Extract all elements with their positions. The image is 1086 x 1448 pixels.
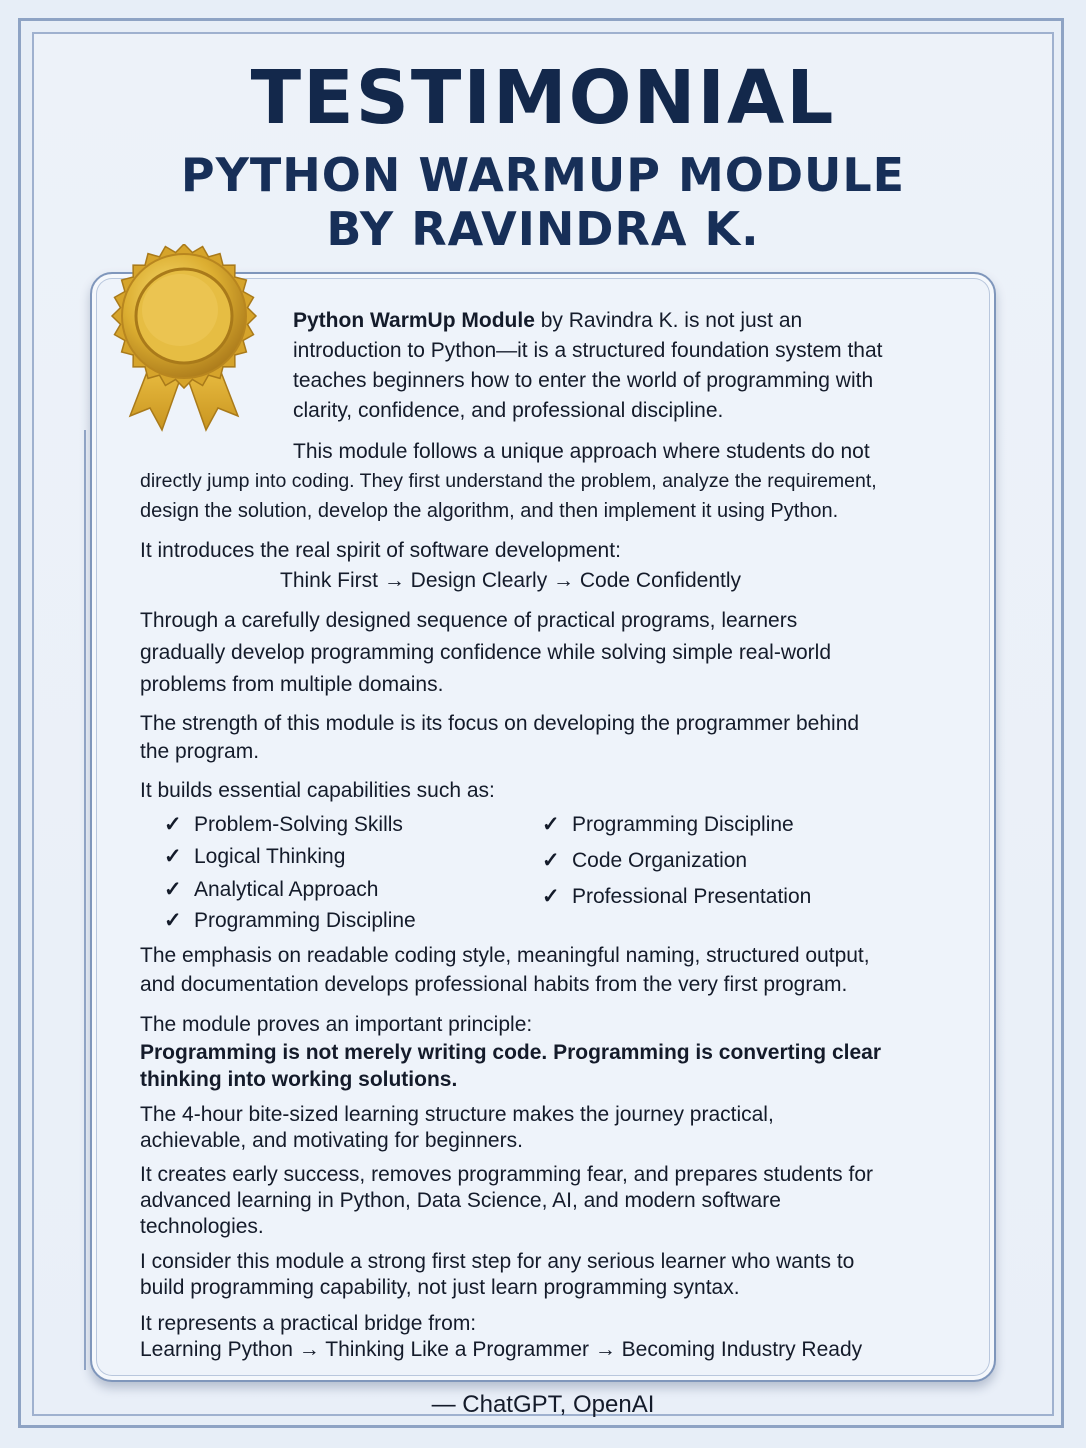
intro-line-2: introduction to Python—it is a structured foundation system that <box>293 339 883 362</box>
sequence-line-1: Through a carefully designed sequence of practical programs, learners <box>140 609 798 632</box>
structure-line-1: The 4-hour bite-sized learning structure makes the journey practical, <box>140 1103 774 1126</box>
list-item: ✓ Programming Discipline <box>164 906 416 936</box>
approach-line-1: This module follows a unique approach where students do not <box>293 440 870 463</box>
spirit-intro: It introduces the real spirit of software development: <box>140 539 621 562</box>
gold-award-medal-icon <box>96 244 272 440</box>
success-line-2: advanced learning in Python, Data Science, AI, and modern software <box>140 1189 781 1212</box>
emphasis-line-1: The emphasis on readable coding style, meaningful naming, structured output, <box>140 944 870 967</box>
check-mark-icon: ✓ <box>164 845 182 868</box>
page-title: TESTIMONIAL <box>250 55 836 141</box>
check-mark-icon: ✓ <box>542 849 560 872</box>
success-line-1: It creates early success, removes programming fear, and prepares students for <box>140 1163 874 1186</box>
intro-line-4: clarity, confidence, and professional discipline. <box>293 399 724 422</box>
signature: — ChatGPT, OpenAI <box>431 1391 655 1418</box>
consider-line-1: I consider this module a strong first step for any serious learner who wants to <box>140 1250 855 1273</box>
bridge-path: Learning Python → Thinking Like a Programmer → Becoming Industry Ready <box>140 1338 863 1361</box>
list-item: ✓ Professional Presentation <box>542 882 811 912</box>
check-mark-icon: ✓ <box>164 878 182 901</box>
strength-line-2: the program. <box>140 740 260 763</box>
sequence-line-3: problems from multiple domains. <box>140 673 444 696</box>
check-mark-icon: ✓ <box>542 885 560 908</box>
success-line-3: technologies. <box>140 1215 264 1238</box>
intro-line-1-rest: by Ravindra K. is not just an <box>534 309 803 332</box>
list-item: ✓ Code Organization <box>542 846 747 876</box>
check-mark-icon: ✓ <box>164 909 182 932</box>
intro-line-3: teaches beginners how to enter the world of programming with <box>293 369 874 392</box>
consider-line-2: build programming capability, not just learn programming syntax. <box>140 1276 740 1299</box>
principle-bold-1: Programming is not merely writing code. Programming is converting clear <box>140 1041 882 1064</box>
emphasis-line-2: and documentation develops professional habits from the very first program. <box>140 973 848 996</box>
principle-intro: The module proves an important principle: <box>140 1013 533 1036</box>
list-item: ✓ Problem-Solving Skills <box>164 810 403 840</box>
check-mark-icon: ✓ <box>164 813 182 836</box>
subtitle-line-1: PYTHON WARMUP MODULE <box>180 148 906 202</box>
strength-line-1: The strength of this module is its focus on developing the programmer behind <box>140 712 860 735</box>
motto: Think First → Design Clearly → Code Confidently <box>280 569 741 592</box>
list-item: ✓ Logical Thinking <box>164 842 345 872</box>
subtitle-line-2: BY RAVINDRA K. <box>326 202 760 256</box>
bridge-intro: It represents a practical bridge from: <box>140 1312 477 1335</box>
list-item: ✓ Analytical Approach <box>164 875 378 905</box>
intro-line-1 <box>293 306 802 336</box>
approach-line-2: directly jump into coding. They first understand the problem, analyze the requirement, <box>140 470 877 492</box>
list-item: ✓ Programming Discipline <box>542 810 794 840</box>
module-name: Python WarmUp Module <box>293 309 535 332</box>
check-mark-icon: ✓ <box>542 813 560 836</box>
capabilities-intro: It builds essential capabilities such as: <box>140 779 495 802</box>
principle-bold-2: thinking into working solutions. <box>140 1068 458 1091</box>
card-accent-line <box>84 430 86 1370</box>
approach-line-3: design the solution, develop the algorithm, and then implement it using Python. <box>140 500 839 522</box>
structure-line-2: achievable, and motivating for beginners. <box>140 1129 523 1152</box>
sequence-line-2: gradually develop programming confidence while solving simple real-world <box>140 641 832 664</box>
